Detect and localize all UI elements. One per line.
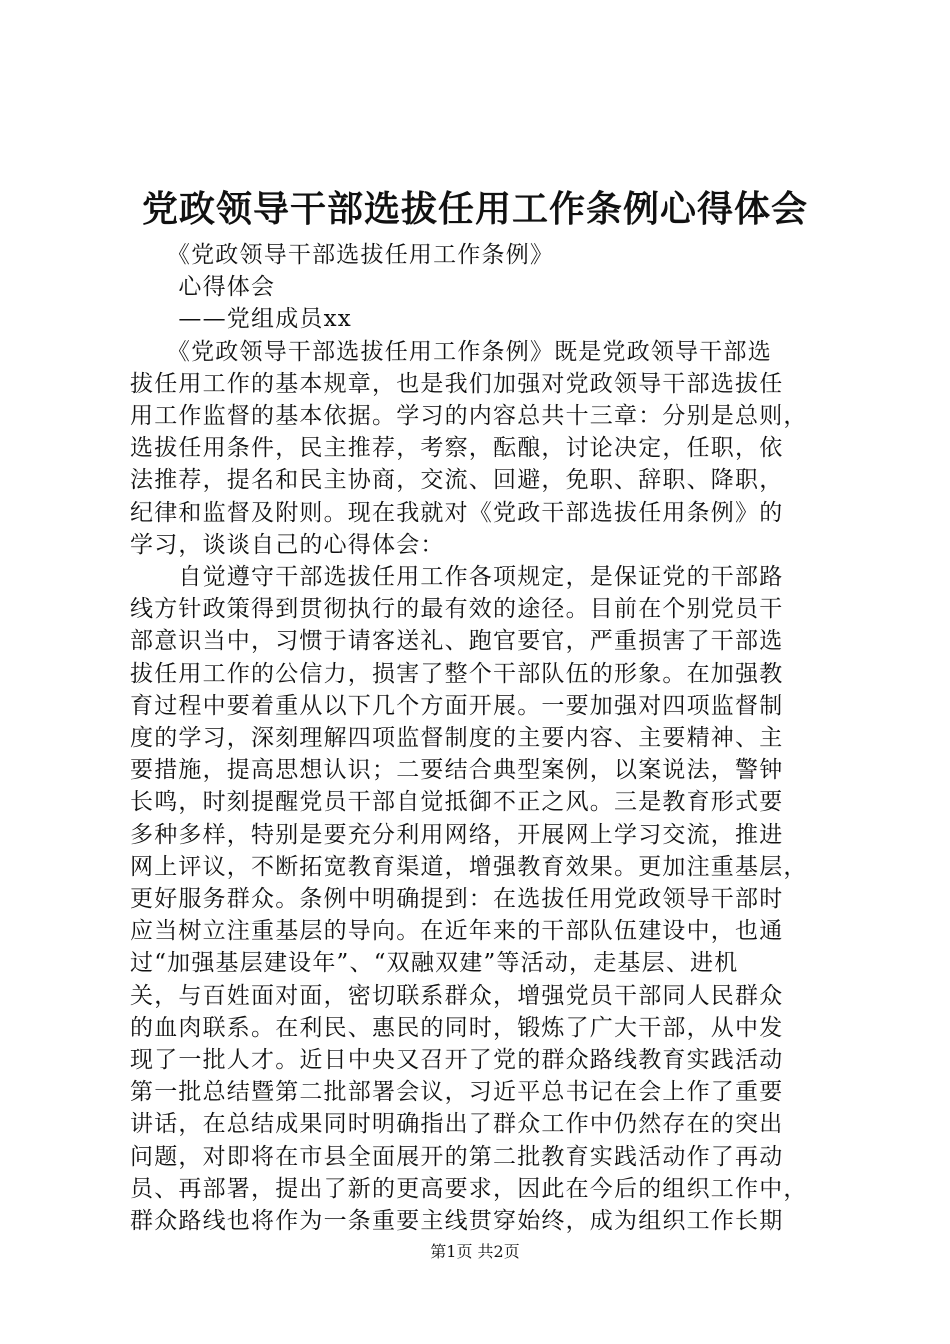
body-line: 网上评议，不断拓宽教育渠道，增强教育效果。更加注重基层， [130, 853, 808, 880]
body-line: 线方针政策得到贯彻执行的最有效的途径。目前在个别党员干 [130, 596, 784, 623]
body-line: 选拔任用条件，民主推荐，考察，酝酿，讨论决定，任职，依 [130, 435, 784, 462]
body-line: 用工作监督的基本依据。学习的内容总共十三章：分别是总则， [130, 403, 808, 429]
body-line: 关，与百姓面对面，密切联系群众，增强党员干部同人民群众 [130, 982, 784, 1009]
body-line: 心得体会 [130, 274, 276, 301]
body-line: 育过程中要着重从以下几个方面开展。一要加强对四项监督制 [130, 692, 784, 719]
body-line: 拔任用工作的公信力，损害了整个干部队伍的形象。在加强教 [130, 660, 784, 687]
body-line: 问题，对即将在市县全面展开的第二批教育实践活动作了再动 [130, 1143, 784, 1170]
body-line: 学习，谈谈自己的心得体会： [130, 531, 445, 558]
body-line: 过“加强基层建设年”、“双融双建”等活动，走基层、进机 [130, 950, 739, 977]
body-line: 更好服务群众。条例中明确提到：在选拔任用党政领导干部时 [130, 886, 784, 912]
document-title: 党政领导干部选拔任用工作条例心得体会 [141, 188, 808, 230]
body-line: 度的学习，深刻理解四项监督制度的主要内容、主要精神、主 [130, 725, 784, 751]
body-line: 第一批总结暨第二批部署会议，习近平总书记在会上作了重要 [130, 1079, 784, 1106]
body-line: 纪律和监督及附则。现在我就对《党政干部选拔任用条例》的 [130, 499, 784, 526]
body-line: 法推荐，提名和民主协商，交流、回避，免职、辞职、降职， [130, 467, 784, 494]
body-line: 要措施，提高思想认识；二要结合典型案例，以案说法，警钟 [130, 757, 784, 784]
body-line: 应当树立注重基层的导向。在近年来的干部队伍建设中，也通 [130, 918, 784, 945]
body-line: 讲话，在总结成果同时明确指出了群众工作中仍然存在的突出 [130, 1111, 784, 1138]
body-line: 拔任用工作的基本规章，也是我们加强对党政领导干部选拔任 [130, 370, 784, 397]
body-line: 群众路线也将作为一条重要主线贯穿始终，成为组织工作长期 [130, 1208, 784, 1234]
body-line: 长鸣，时刻提醒党员干部自觉抵御不正之风。三是教育形式要 [130, 789, 784, 816]
body-line: 自觉遵守干部选拔任用工作各项规定，是保证党的干部路 [130, 564, 784, 590]
page-number-footer: 第1页 共2页 [430, 1242, 520, 1261]
body-line: 《党政领导干部选拔任用工作条例》既是党政领导干部选 [130, 338, 772, 365]
body-line: 《党政领导干部选拔任用工作条例》 [130, 242, 555, 268]
body-line: ——党组成员xx [130, 306, 352, 333]
body-line: 的血肉联系。在利民、惠民的同时，锻炼了广大干部，从中发 [130, 1014, 784, 1041]
body-line: 现了一批人才。近日中央又召开了党的群众路线教育实践活动 [130, 1047, 784, 1073]
body-line: 部意识当中，习惯于请客送礼、跑官要官，严重损害了干部选 [130, 628, 784, 655]
body-line: 员、再部署，提出了新的更高要求，因此在今后的组织工作中， [130, 1175, 808, 1202]
body-line: 多种多样，特别是要充分利用网络，开展网上学习交流，推进 [130, 821, 784, 848]
